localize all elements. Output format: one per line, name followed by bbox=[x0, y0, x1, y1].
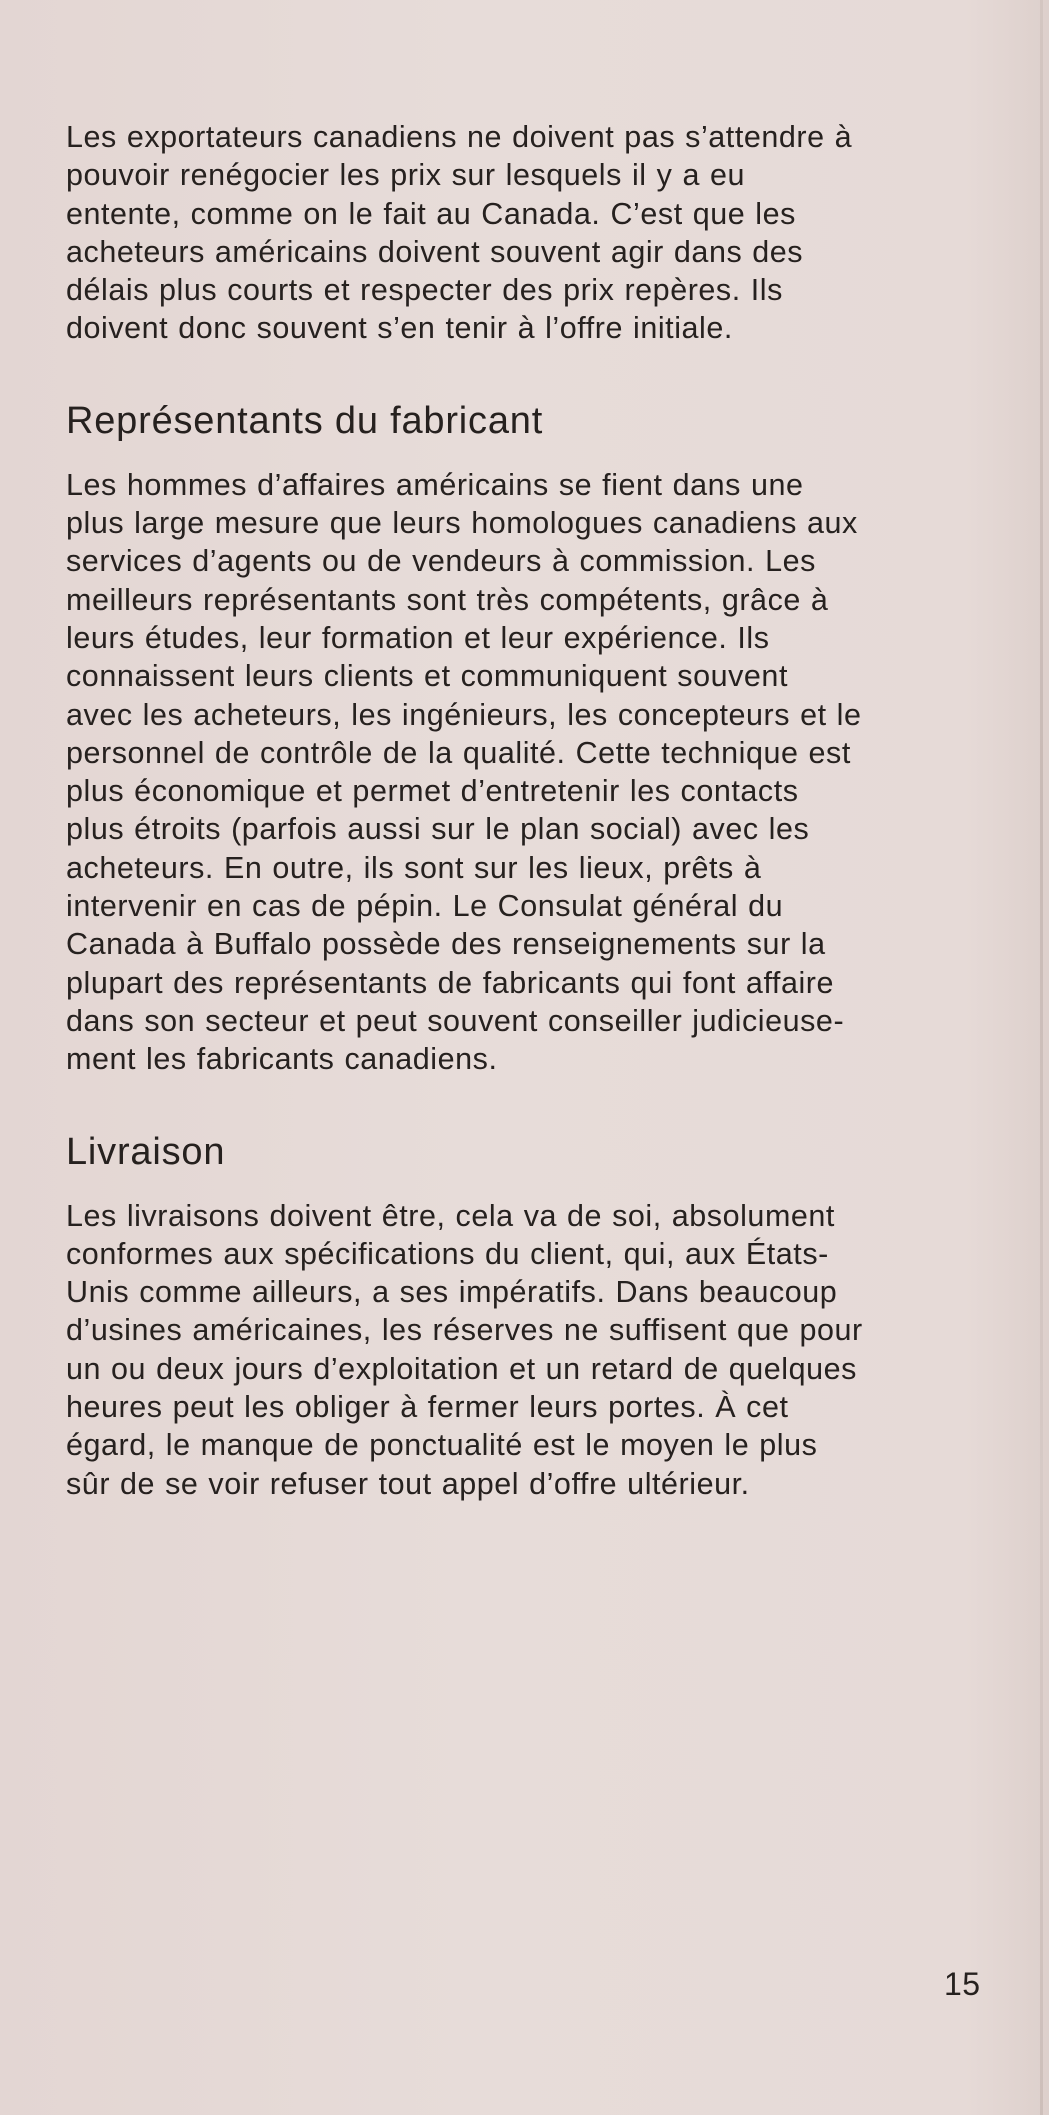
page-number: 15 bbox=[944, 1966, 981, 2002]
page-content bbox=[66, 118, 996, 1503]
page-edge-shadow bbox=[1040, 0, 1043, 2115]
livraison-paragraph: Les livraisons doivent être, cela va de soi, absolument conformes aux spécifications du client, qui, aux États- Unis comme ailleurs, a ses impératifs. Dans beaucoup d’usines américaines, les réserves ne suffisent que pour un ou deux jours d’exploitation et un retard de quelques heures peut les obliger à fermer leurs portes. À cet égard, le manque de ponctualité est le moyen le plus sûr de se voir refuser tout appel d’offre ultérieur. bbox=[66, 1198, 863, 1501]
representants-paragraph: Les hommes d’affaires américains se fient dans une plus large mesure que leurs homologues canadiens aux services d’agents ou de vendeurs à commission. Les meilleurs représentants sont très compétents, grâce à leurs études, leur formation et leur expérience. Ils connaissent leurs clients et communiquent souvent avec les acheteurs, les ingénieurs, les concepteurs et le personnel de contrôle de la qualité. Cette technique est plus économique et permet d’entretenir les contacts plus étroits (parfois aussi sur le plan social) avec les acheteurs. En outre, ils sont sur les lieux, prêts à intervenir en cas de pépin. Le Consulat général du Canada à Buffalo possède des renseignements sur la plupart des représentants de fabricants qui font affaire dans son secteur et peut souvent conseiller judicieuse- ment les fabricants canadiens. bbox=[66, 467, 862, 1077]
intro-paragraph: Les exportateurs canadiens ne doivent pas s’attendre à pouvoir renégocier les prix sur lesquels il y a eu entente, comme on le fait au Canada. C’est que les acheteurs américains doivent souvent agir dans des délais plus courts et respecter des prix repères. Ils doivent donc souvent s’en tenir à l’offre initiale. bbox=[66, 120, 853, 346]
section-heading-representants: Représentants du fabricant bbox=[66, 399, 544, 442]
section-heading-livraison: Livraison bbox=[66, 1130, 226, 1173]
